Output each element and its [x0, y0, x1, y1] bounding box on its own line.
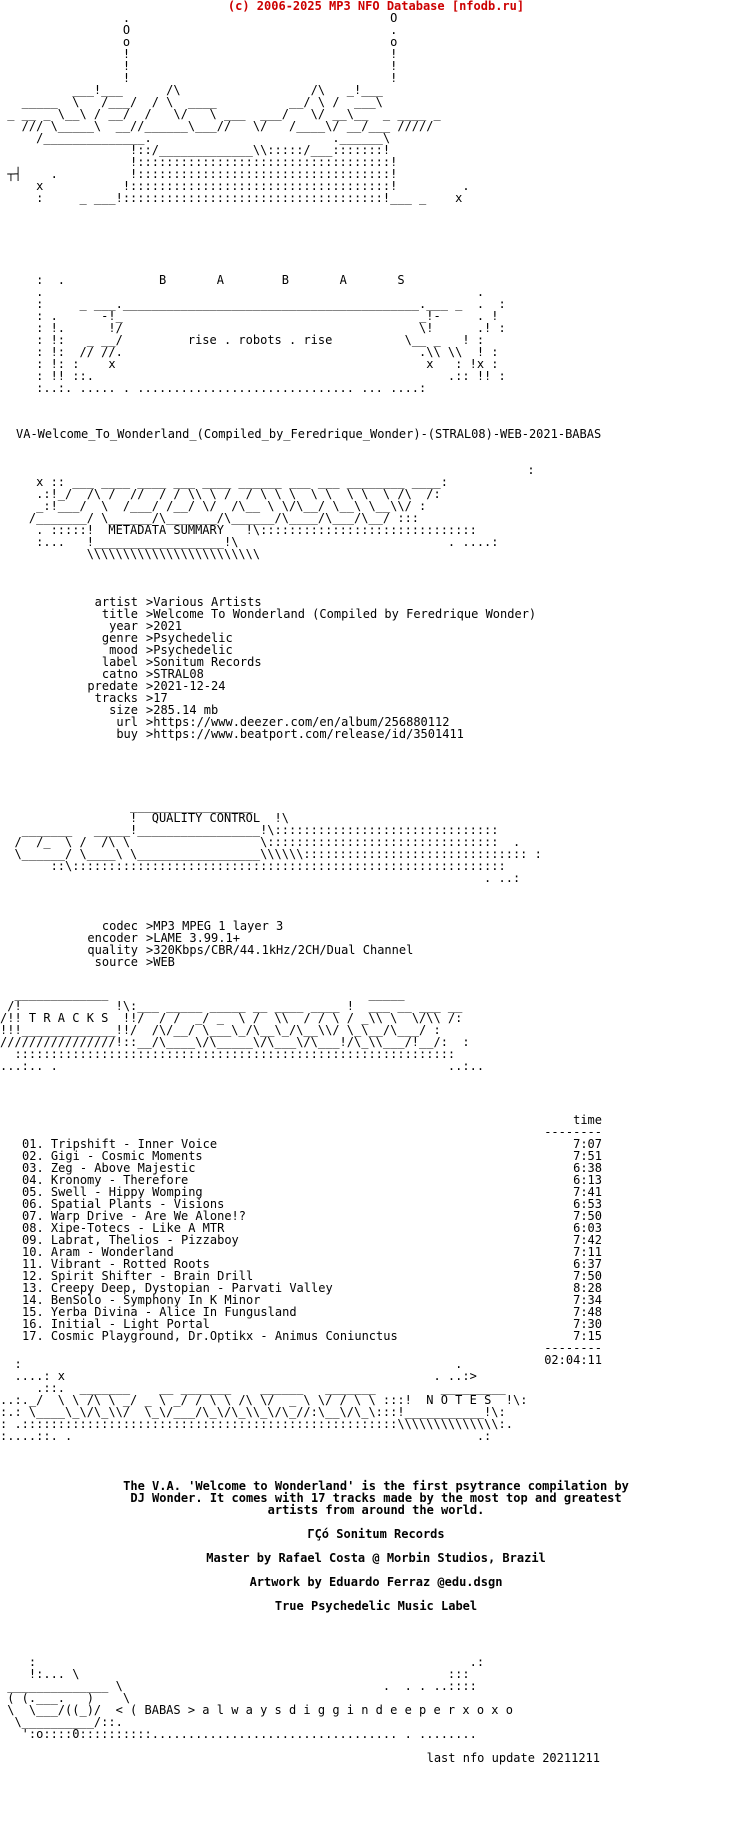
track-name: Aram - Wonderland: [50, 1245, 174, 1259]
metadata-key: catno: [101, 667, 138, 681]
metadata-row: [0, 668, 536, 680]
track-number: 04.: [22, 1173, 44, 1187]
metadata-value: STRAL08: [153, 667, 204, 681]
metadata-separator: >: [146, 607, 154, 621]
babas-letter: B: [281, 273, 290, 287]
metadata-value: 2021: [153, 619, 183, 633]
quality-row: [0, 944, 413, 956]
babas-logo-art: . O O . o o ! ! ! ! ! ! ___!___ /\ /\ _!___ _____ \ /___/ / \ ____ __/ \ / ___\ _ __ _ \__\ / __/ / \/ \ ___ ___/ \/ __\__ _ ____ _ /// \_____\ __//______\___// \/ /____\/ __/___ ///// /______________. .______\ !::/_____________\\:::::/___:::::::! !:::::::::::::::::::::::::::::::::::! ┬┤ . !:::::::::::::::::::::::::::::::::::! x !::::::::::::::::::::::::::::::::::::! . : _ ___!::::::::::::::::::::::::::::::::::::!___ _ x: [7, 11, 470, 205]
track-name: Gigi - Cosmic Moments: [50, 1149, 203, 1163]
track-number: 01.: [22, 1137, 44, 1151]
metadata-row: [0, 644, 536, 656]
metadata-value: Various Artists: [153, 595, 262, 609]
track-time: 6:13: [573, 1173, 602, 1187]
track-number: 10.: [22, 1245, 44, 1259]
track-number: 09.: [22, 1233, 44, 1247]
quality-separator: >: [146, 931, 154, 945]
track-number: 02.: [22, 1149, 44, 1163]
notes-artwork: Artwork by Eduardo Ferraz @edu.dsgn: [249, 1575, 503, 1589]
metadata-list: [0, 596, 536, 740]
notes-paragraph: The V.A. 'Welcome to Wonderland' is the first psytrance compilation by DJ Wonder. It comes with 17 tracks made by the most top and greatest artists from around the world.: [123, 1479, 629, 1517]
notes-banner-art: : . ....: x . ..:> .::. _______ __ _______ ______ _______ _________ ..:._/ \ \ /\ \ _/ _ \ _/ / \ \ /\ \/ _ \ \/ / \ \ :::! N O T E S !\: :.: \____\_\/\_\\/ \_\/___/\_\/\_\\_\/\_//:\__\/\_\:::!___________!\: : .::::::::::::::::::::::::::::::::::::::::::::::::::::\\\\\\\\\\\\\\:. :....::. . .:: [0, 1357, 528, 1443]
track-name: Xipe-Totecs - Like A MTR: [50, 1221, 225, 1235]
track-name: Zeg - Above Majestic: [50, 1161, 196, 1175]
track-number: 12.: [22, 1269, 44, 1283]
metadata-separator: >: [146, 631, 154, 645]
babas-letter: A: [339, 273, 347, 287]
track-name: Warp Drive - Are We Alone!?: [50, 1209, 246, 1223]
metadata-separator: >: [146, 727, 154, 741]
track-name: Cosmic Playground, Dr.Optikx - Animus Coniunctus: [50, 1329, 398, 1343]
track-time: 8:28: [573, 1281, 602, 1295]
notes-section: [0, 1480, 752, 1624]
track-name: Vibrant - Rotted Roots: [50, 1257, 210, 1271]
quality-value: LAME 3.99.1+: [153, 931, 240, 945]
track-time: 7:30: [573, 1317, 602, 1331]
metadata-value: 285.14 mb: [153, 703, 219, 717]
track-time: 7:15: [573, 1329, 602, 1343]
metadata-row: [0, 632, 536, 644]
quality-key: codec: [101, 919, 138, 933]
track-name: Yerba Divina - Alice In Fungusland: [50, 1305, 297, 1319]
tagline: rise . robots . rise: [187, 333, 333, 347]
quality-list: [0, 920, 413, 968]
metadata-value: https://www.beatport.com/release/id/3501411: [153, 727, 464, 741]
track-time: 7:48: [573, 1305, 602, 1319]
metadata-title: METADATA SUMMARY: [108, 523, 224, 537]
metadata-value: Welcome To Wonderland (Compiled by Feredrique Wonder): [153, 607, 537, 621]
track-number: 15.: [22, 1305, 44, 1319]
track-name: BenSolo - Symphony In K Minor: [50, 1293, 261, 1307]
release-name: VA-Welcome_To_Wonderland_(Compiled_by_Feredrique_Wonder)-(STRAL08)-WEB-2021-BABAS: [16, 427, 602, 441]
metadata-separator: >: [146, 691, 154, 705]
track-name: Tripshift - Inner Voice: [50, 1137, 218, 1151]
quality-separator: >: [146, 955, 154, 969]
quality-key: source: [94, 955, 138, 969]
track-number: 17.: [22, 1329, 44, 1343]
metadata-key: year: [109, 619, 138, 633]
track-time: 7:41: [573, 1185, 602, 1199]
track-time: 7:42: [573, 1233, 602, 1247]
metadata-separator: >: [146, 643, 154, 657]
metadata-separator: >: [146, 703, 154, 717]
total-time: 02:04:11: [544, 1353, 602, 1367]
track-time: 6:37: [573, 1257, 602, 1271]
metadata-key: mood: [109, 643, 138, 657]
tracklist: [22, 1114, 602, 1366]
metadata-value: Psychedelic: [153, 631, 233, 645]
quality-separator: >: [146, 943, 154, 957]
metadata-value: https://www.deezer.com/en/album/256880112: [153, 715, 450, 729]
quality-key: encoder: [87, 931, 138, 945]
quality-separator: >: [146, 919, 154, 933]
time-rule: --------: [544, 1125, 602, 1139]
quality-title: QUALITY CONTROL: [151, 811, 261, 825]
track-title: [22, 1330, 398, 1342]
metadata-row: [0, 608, 536, 620]
babas-letter: S: [397, 273, 405, 287]
track-number: 06.: [22, 1197, 44, 1211]
track-number: 03.: [22, 1161, 44, 1175]
track-row: [22, 1330, 602, 1342]
metadata-value: 17: [153, 691, 168, 705]
track-name: Kronomy - Therefore: [50, 1173, 189, 1187]
track-number: 16.: [22, 1317, 44, 1331]
metadata-key: genre: [101, 631, 138, 645]
track-time: 6:03: [573, 1221, 602, 1235]
track-number: 13.: [22, 1281, 44, 1295]
tracks-banner-art: _____________ _____ /! !\:___ _____ _____ __ ____ ____ ! ___ __ ___ __ /!! T R A C K S !!/ / / _/ _ \ / \\ / / \ / _\\ \ \/\\ /: !!!_____________!!/ /\/__/ \___\_/\__\_/\__\\/ \_\__/\___/ : ////////////////!::__/\____\/\_____\/\___\/\___!/\_\\___/!__/: : ::::::::::::::::::::::::::::::::::::::::::::::::::::::::::::: ...:.. . ..:..: [0, 987, 485, 1073]
notes-copyright: ΓÇó Sonitum Records: [307, 1527, 445, 1541]
track-name: Spirit Shifter - Brain Drill: [50, 1269, 254, 1283]
metadata-row: [0, 692, 536, 704]
metadata-value: 2021-12-24: [153, 679, 226, 693]
metadata-separator: >: [146, 679, 154, 693]
track-number: 08.: [22, 1221, 44, 1235]
quality-banner-art: _________________ ! QUALITY CONTROL !\ _______ _____!_________________!\::::::::::::::::::::::::::::::: / /_ \ / /\ \ \:::::::::::::::::::::::::::::::: . \______/ \____\ \_________________\\\\\\::::::::::::::::::::::::::::::: : ::\:::::::::::::::::::::::::::::::::::::::::::::::::::::::::::: . ..:: [14, 799, 542, 885]
metadata-banner-art: : x :: ___ ____ ____ ___ ____ ______ ___ ___ ________ ____: .:!_/ /\ / // / / \\ \ / / \ \ \ \ \ \ \ \ /\ /: _:!___/ \ /___/ /__/ \/ /\__ \ \/\__/ \__\ \__\\/ : /_______/ \______/\_______/\______/\____/\___/\__/ ::: . :::::! METADATA SUMMARY !\:::::::::::::::::::::::::::::: :... !__________________!\ . ....: \\\\\\\\\\\\\\\\\\\\\\\\: [28, 463, 535, 561]
metadata-row: [0, 680, 536, 692]
track-time: 6:53: [573, 1197, 602, 1211]
metadata-separator: >: [146, 715, 154, 729]
metadata-row: [0, 620, 536, 632]
track-time: 7:50: [573, 1209, 602, 1223]
metadata-value: Psychedelic: [153, 643, 233, 657]
metadata-value: Sonitum Records: [153, 655, 262, 669]
track-name: Creepy Deep, Dystopian - Parvati Valley: [50, 1281, 333, 1295]
quality-value: MP3 MPEG 1 layer 3: [153, 919, 284, 933]
babas-letter: A: [216, 273, 224, 287]
notes-slogan: True Psychedelic Music Label: [274, 1599, 478, 1613]
track-number: 07.: [22, 1209, 44, 1223]
track-name: Labrat, Thelios - Pizzaboy: [50, 1233, 239, 1247]
metadata-key: tracks: [94, 691, 138, 705]
metadata-separator: >: [146, 655, 154, 669]
track-number: 05.: [22, 1185, 44, 1199]
track-number: 11.: [22, 1257, 44, 1271]
babas-letter: B: [158, 273, 167, 287]
metadata-separator: >: [146, 595, 154, 609]
time-header: time: [573, 1113, 602, 1127]
babas-frame-art: : . B A B A S . . : _ ___._________________________________________.___ _ . : : . -!_ _!- . ! : !. !/ \! .! : : !: _ __/ rise . robots . rise \__ _ ! : : !: // //. .\\ \\ ! : : !: : x x : !x : : !! ::. .:: !! : :..:. ..... . .............................. ... ....:: [0, 273, 506, 395]
total-rule: --------: [544, 1341, 602, 1355]
track-time: 6:38: [573, 1161, 602, 1175]
track-number: 14.: [22, 1293, 44, 1307]
metadata-key: artist: [94, 595, 138, 609]
quality-key: quality: [87, 943, 138, 957]
footer-art: : .: !:... \ ::: ______________ \ . . . ..:::: ( (.___. ) \ \ \___/((_)/ < ( BABAS > a l w a y s d i g g i n d e e p e r x o x o \__________/::. ':o::::0::::::::::.................................. . ........: [7, 1655, 513, 1741]
tracks-title: T R A C K S: [28, 1011, 109, 1025]
metadata-key: label: [101, 655, 138, 669]
footer-line: < ( BABAS > a l w a y s d i g g i n d e e p e r x o x o: [115, 1703, 513, 1717]
track-time: 7:51: [573, 1149, 602, 1163]
metadata-key: url: [116, 715, 138, 729]
metadata-separator: >: [146, 619, 154, 633]
metadata-key: predate: [87, 679, 138, 693]
track-name: Initial - Light Portal: [50, 1317, 210, 1331]
notes-master: Master by Rafael Costa @ Morbin Studios, Brazil: [206, 1551, 546, 1565]
copyright-header: (c) 2006-2025 MP3 NFO Database [nfodb.ru]: [227, 0, 525, 13]
metadata-key: size: [109, 703, 138, 717]
track-name: Spatial Plants - Visions: [50, 1197, 225, 1211]
last-update: last nfo update 20211211: [426, 1751, 600, 1765]
metadata-row: [0, 728, 536, 740]
track-time: 7:11: [573, 1245, 602, 1259]
metadata-row: [0, 656, 536, 668]
metadata-key: title: [101, 607, 138, 621]
track-name: Swell - Hippy Womping: [50, 1185, 203, 1199]
track-time: 7:34: [573, 1293, 602, 1307]
quality-row: [0, 956, 413, 968]
metadata-key: buy: [116, 727, 138, 741]
track-time: 7:50: [573, 1269, 602, 1283]
quality-value: WEB: [153, 955, 175, 969]
track-time: 7:07: [573, 1137, 602, 1151]
quality-value: 320Kbps/CBR/44.1kHz/2CH/Dual Channel: [153, 943, 414, 957]
metadata-separator: >: [146, 667, 154, 681]
notes-title: N O T E S: [426, 1393, 492, 1407]
